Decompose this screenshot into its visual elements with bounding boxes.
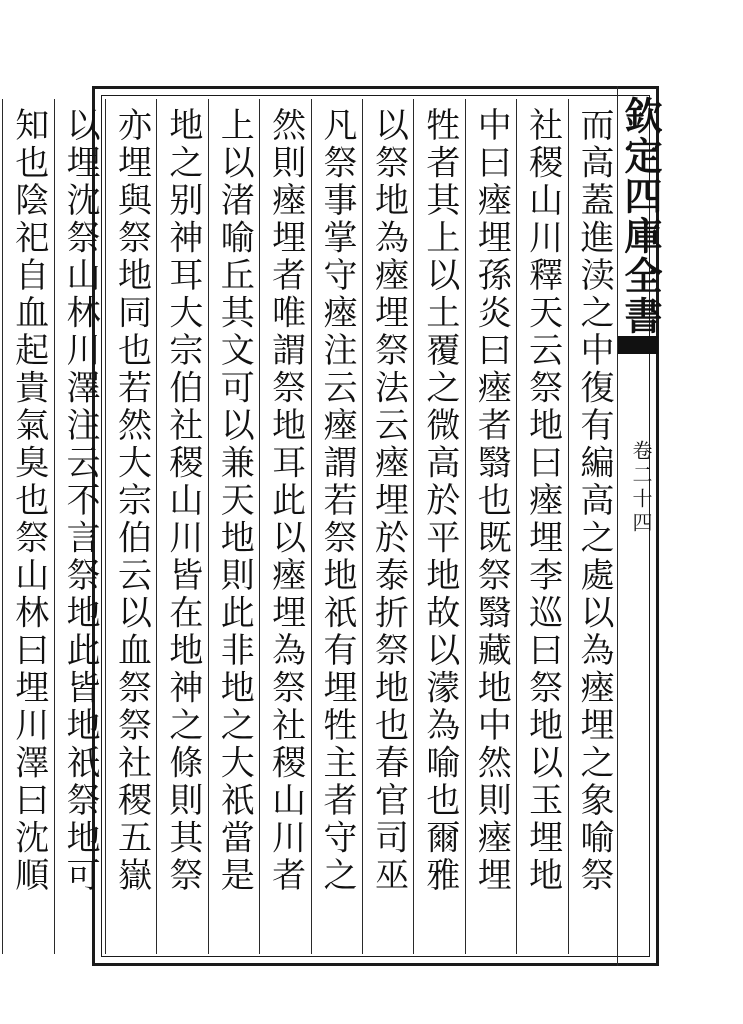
- text-column: 而高蓋進渎之中復有編高之處以為瘞埋之象喻祭: [568, 99, 619, 954]
- text-column: 以祭地為瘞埋祭法云瘞埋於泰折祭地也春官司巫: [362, 99, 413, 954]
- text-column: 亦埋與祭地同也若然大宗伯云以血祭祭社稷五嶽: [105, 99, 156, 954]
- text-column: 地之别神耳大宗伯社稷山川皆在地神之條則其祭: [156, 99, 207, 954]
- text-column: 社稷山川釋天云祭地曰瘞埋李巡曰祭地以玉埋地: [516, 99, 567, 954]
- text-columns: [8, 99, 619, 954]
- text-column: 凡祭事掌守瘞注云瘞謂若祭地祇有埋牲主者守之: [311, 99, 362, 954]
- text-column: 牲者其上以土覆之微高於平地故以濛為喻也爾雅: [413, 99, 464, 954]
- fishtail-mark: [618, 336, 658, 354]
- text-column: 以埋沈祭山林川澤注云不言祭地此皆地祇祭地可: [54, 99, 105, 954]
- chapter-label: 卷二十四: [629, 440, 653, 536]
- text-column: 上以渚喻丘其文可以兼天地則此非地之大祇當是: [208, 99, 259, 954]
- text-column: 知也陰祀自血起貴氣臭也祭山林曰埋川澤曰沈順: [2, 99, 53, 954]
- text-column: 中曰瘞埋孫炎曰瘞者翳也既祭翳藏地中然則瘞埋: [465, 99, 516, 954]
- text-column: 然則瘞埋者唯謂祭地耳此以瘞埋為祭社稷山川者: [259, 99, 310, 954]
- book-title: 欽定四庫全書: [618, 96, 663, 336]
- page-border: [8, 86, 663, 966]
